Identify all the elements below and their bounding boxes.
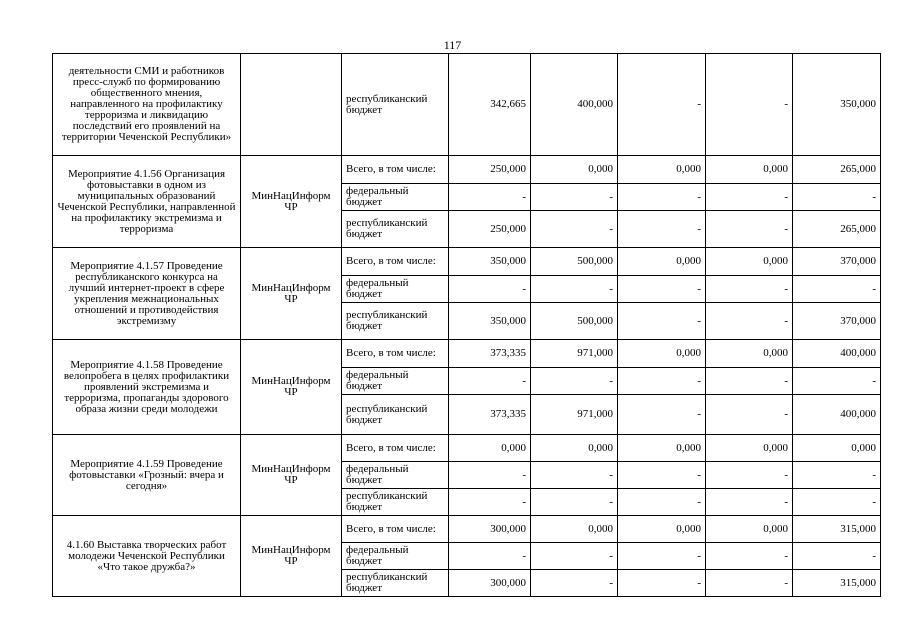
event-description: Мероприятие 4.1.59 Проведение фотовыставки «Грозный: вчера и сегодня» — [53, 435, 241, 516]
amount-year-1: - — [449, 543, 531, 570]
amount-year-1: 373,335 — [449, 395, 531, 435]
amount-year-5: 350,000 — [793, 54, 881, 156]
amount-year-4: - — [706, 54, 793, 156]
funding-source-label: федеральный бюджет — [346, 186, 409, 208]
funding-source — [342, 462, 449, 489]
funding-source-label: республиканский бюджет — [346, 403, 428, 426]
amount-year-3: 0,000 — [618, 516, 706, 543]
amount-year-5: - — [793, 184, 881, 211]
amount-year-1: 300,000 — [449, 570, 531, 597]
funding-source-label: Всего, в том числе: — [346, 523, 436, 535]
amount-year-3: - — [618, 543, 706, 570]
amount-year-5: 0,000 — [793, 435, 881, 462]
amount-year-3: 0,000 — [618, 248, 706, 276]
funding-source-label: Всего, в том числе: — [346, 164, 436, 175]
amount-year-4: - — [706, 184, 793, 211]
amount-year-1: 350,000 — [449, 303, 531, 340]
amount-year-3: - — [618, 303, 706, 340]
table-row — [53, 340, 881, 368]
amount-year-2: 0,000 — [531, 156, 618, 184]
amount-year-3: 0,000 — [618, 435, 706, 462]
responsible-executor: МинНацИнформ ЧР — [241, 435, 342, 516]
amount-year-4: - — [706, 462, 793, 489]
amount-year-1: 373,335 — [449, 340, 531, 368]
amount-year-2: - — [531, 184, 618, 211]
funding-source — [342, 54, 449, 156]
amount-year-3: 0,000 — [618, 340, 706, 368]
funding-source — [342, 184, 449, 211]
funding-source — [342, 435, 449, 462]
amount-year-2: - — [531, 368, 618, 395]
amount-year-5: 315,000 — [793, 570, 881, 597]
funding-source — [342, 570, 449, 597]
responsible-executor: МинНацИнформ ЧР — [241, 156, 342, 248]
amount-year-5: 315,000 — [793, 516, 881, 543]
page-number: 117 — [443, 38, 462, 52]
amount-year-3: - — [618, 368, 706, 395]
amount-year-2: - — [531, 211, 618, 248]
amount-year-1: - — [449, 462, 531, 489]
table-row — [53, 156, 881, 184]
amount-year-5: - — [793, 462, 881, 489]
amount-year-2: 0,000 — [531, 516, 618, 543]
table-row — [53, 435, 881, 462]
amount-year-4: - — [706, 570, 793, 597]
amount-year-1: - — [449, 489, 531, 516]
amount-year-3: - — [618, 276, 706, 303]
amount-year-5: - — [793, 368, 881, 395]
amount-year-4: - — [706, 368, 793, 395]
amount-year-3: - — [618, 395, 706, 435]
amount-year-1: 250,000 — [449, 211, 531, 248]
amount-year-1: - — [449, 368, 531, 395]
funding-source — [342, 276, 449, 303]
funding-source — [342, 489, 449, 516]
amount-year-5: - — [793, 543, 881, 570]
amount-year-1: 300,000 — [449, 516, 531, 543]
amount-year-5: - — [793, 489, 881, 516]
amount-year-4: - — [706, 211, 793, 248]
amount-year-3: - — [618, 211, 706, 248]
amount-year-2: 971,000 — [531, 395, 618, 435]
funding-source-label: республиканский бюджет — [346, 572, 428, 594]
amount-year-5: 265,000 — [793, 156, 881, 184]
amount-year-5: 265,000 — [793, 211, 881, 248]
amount-year-1: - — [449, 276, 531, 303]
amount-year-2: - — [531, 489, 618, 516]
amount-year-1: 0,000 — [449, 435, 531, 462]
table-row — [53, 54, 881, 156]
event-description: Мероприятие 4.1.58 Проведение велопробега в целях профилактики проявлений экстремизма и терроризма, пропаганды здорового образа жизни среди молодежи — [53, 340, 241, 435]
funding-source — [342, 516, 449, 543]
amount-year-4: - — [706, 543, 793, 570]
funding-source — [342, 211, 449, 248]
amount-year-1: - — [449, 184, 531, 211]
event-description: Мероприятие 4.1.56 Организация фотовыставки в одном из муниципальных образований Чеченской Республики, направленной на профилактику экстремизма и терроризма — [53, 156, 241, 248]
amount-year-3: - — [618, 184, 706, 211]
amount-year-2: - — [531, 276, 618, 303]
funding-source-label: федеральный бюджет — [346, 464, 409, 486]
funding-source — [342, 340, 449, 368]
budget-table-body — [53, 54, 881, 597]
funding-source-label: республиканский бюджет — [346, 491, 428, 513]
amount-year-4: - — [706, 303, 793, 340]
budget-table — [52, 53, 881, 597]
funding-source-label: Всего, в том числе: — [346, 256, 436, 267]
amount-year-4: - — [706, 276, 793, 303]
amount-year-2: - — [531, 570, 618, 597]
amount-year-3: - — [618, 489, 706, 516]
funding-source-label: Всего, в том числе: — [346, 442, 436, 454]
event-description: деятельности СМИ и работников пресс-служб по формированию общественного мнения, направленного на профилактику терроризма и ликвидацию последствий его проявлений на территории Чеченской Республики» — [53, 54, 241, 156]
funding-source — [342, 395, 449, 435]
funding-source — [342, 368, 449, 395]
funding-source-label: федеральный бюджет — [346, 545, 409, 567]
amount-year-1: 342,665 — [449, 54, 531, 156]
event-description: 4.1.60 Выставка творческих работ молодежи Чеченской Республики «Что такое дружба?» — [53, 516, 241, 597]
amount-year-4: 0,000 — [706, 248, 793, 276]
funding-source — [342, 303, 449, 340]
event-description: Мероприятие 4.1.57 Проведение республиканского конкурса на лучший интернет-проект в сфере укрепления межнациональных отношений и противодействия экстремизму — [53, 248, 241, 340]
amount-year-4: 0,000 — [706, 435, 793, 462]
amount-year-3: 0,000 — [618, 156, 706, 184]
amount-year-4: 0,000 — [706, 340, 793, 368]
amount-year-5: 400,000 — [793, 340, 881, 368]
amount-year-4: - — [706, 395, 793, 435]
responsible-executor — [241, 54, 342, 156]
funding-source-label: республиканский бюджет — [346, 93, 428, 116]
amount-year-2: 400,000 — [531, 54, 618, 156]
amount-year-4: - — [706, 489, 793, 516]
amount-year-3: - — [618, 462, 706, 489]
amount-year-2: 0,000 — [531, 435, 618, 462]
funding-source-label: Всего, в том числе: — [346, 348, 436, 359]
amount-year-5: 370,000 — [793, 303, 881, 340]
amount-year-2: 500,000 — [531, 303, 618, 340]
amount-year-5: - — [793, 276, 881, 303]
amount-year-2: 500,000 — [531, 248, 618, 276]
amount-year-5: 370,000 — [793, 248, 881, 276]
funding-source-label: федеральный бюджет — [346, 278, 409, 300]
amount-year-4: 0,000 — [706, 516, 793, 543]
amount-year-2: 971,000 — [531, 340, 618, 368]
amount-year-2: - — [531, 462, 618, 489]
funding-source — [342, 156, 449, 184]
amount-year-3: - — [618, 570, 706, 597]
responsible-executor: МинНацИнформ ЧР — [241, 248, 342, 340]
funding-source — [342, 543, 449, 570]
amount-year-1: 250,000 — [449, 156, 531, 184]
funding-source — [342, 248, 449, 276]
amount-year-3: - — [618, 54, 706, 156]
amount-year-5: 400,000 — [793, 395, 881, 435]
amount-year-4: 0,000 — [706, 156, 793, 184]
funding-source-label: федеральный бюджет — [346, 370, 409, 392]
amount-year-1: 350,000 — [449, 248, 531, 276]
funding-source-label: республиканский бюджет — [346, 218, 428, 240]
table-row — [53, 516, 881, 543]
table-row — [53, 248, 881, 276]
responsible-executor: МинНацИнформ ЧР — [241, 516, 342, 597]
amount-year-2: - — [531, 543, 618, 570]
funding-source-label: республиканский бюджет — [346, 310, 428, 332]
responsible-executor: МинНацИнформ ЧР — [241, 340, 342, 435]
